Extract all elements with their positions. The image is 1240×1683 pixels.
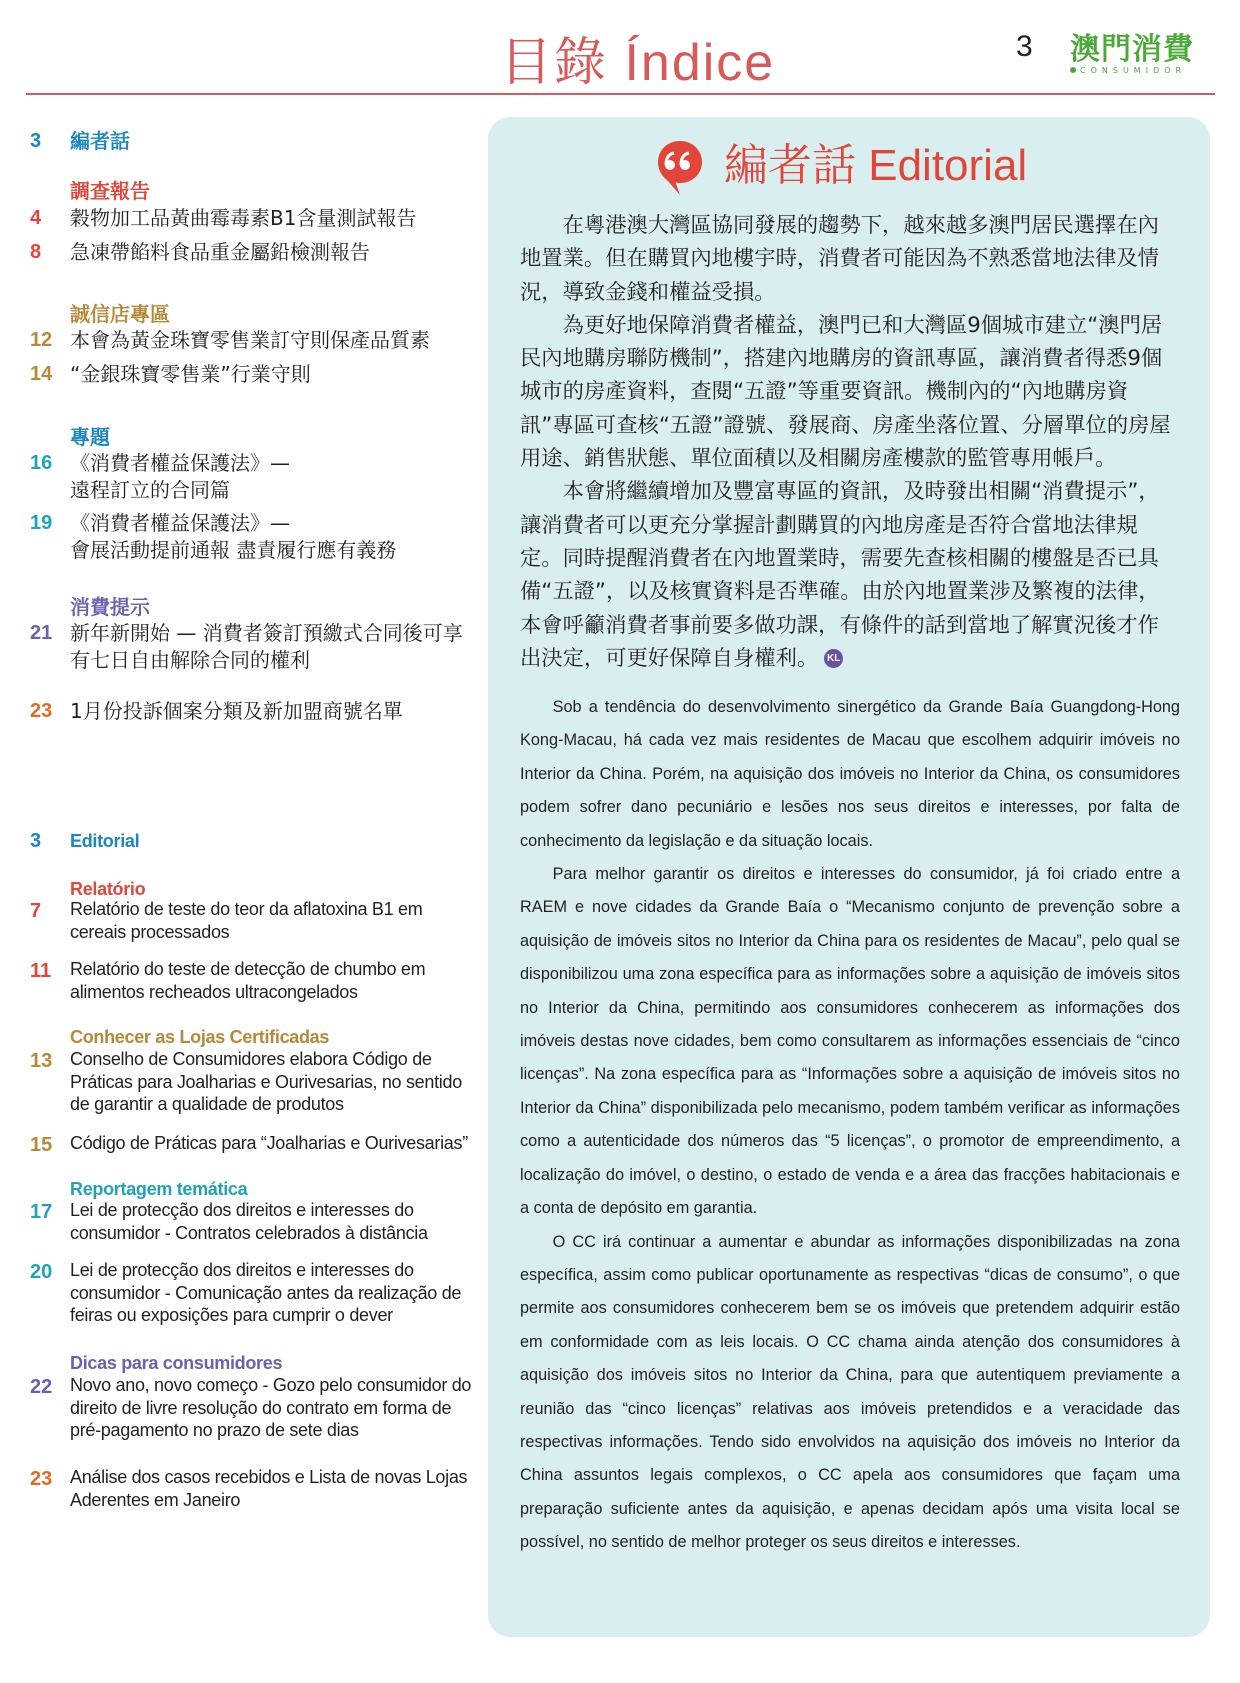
toc-category: Reportagem temática (70, 1179, 248, 1199)
toc-item-title: 穀物加工品黃曲霉毒素B1含量測試報告 (70, 206, 417, 230)
toc-category: Relatório (70, 879, 146, 899)
toc-item-title: Código de Práticas para “Joalharias e Ourivesarias” (70, 1133, 468, 1153)
toc-title-line: 遠程訂立的合同篇 (70, 478, 230, 502)
toc-category: Conhecer as Lojas Certificadas (70, 1027, 330, 1047)
toc-page-number: 13 (30, 1050, 53, 1072)
signature-badge: KL (824, 649, 843, 668)
toc-category: 調查報告 (70, 179, 150, 203)
toc-page-number: 7 (30, 900, 42, 922)
paragraph: Sob a tendência do desenvolvimento sinergético da Grande Baía Guangdong-Hong Kong-Macau, há cada vez mais residentes de Macau que escolhem adquirir imóveis no Interior da China. Porém, na aquisição dos imóveis no Interior da China, os consumidores podem sofrer dano pecuniário e lesões nos seus direitos e interesses, por falta de conhecimento da legislação e da situação locais. (520, 698, 1180, 850)
logo-text: 澳門消費 (1070, 32, 1194, 67)
toc-title-line: 《消費者權益保護法》— (70, 511, 290, 535)
logo-subtext: CONSUMIDOR (1080, 66, 1187, 75)
toc-title-line: pré-pagamento no prazo de sete dias (70, 1420, 359, 1440)
toc-title-line: 新年新開始 — 消費者簽訂預繳式合同後可享 (70, 621, 463, 645)
toc-item-title (70, 898, 502, 943)
toc-title-line: Novo ano, novo começo - Gozo pelo consumidor do (70, 1375, 472, 1395)
toc-page-number: 14 (30, 363, 53, 385)
toc-item-title (70, 1199, 502, 1244)
toc-item-title (70, 510, 502, 564)
toc-item-title: 本會為黃金珠寶零售業訂守則保產品質素 (70, 328, 430, 352)
toc-title-line: de garantir a qualidade de produtos (70, 1094, 344, 1114)
paragraph (520, 309, 1180, 475)
toc-item-title: “金銀珠寶零售業”行業守則 (70, 362, 311, 386)
toc-category: 專題 (70, 425, 110, 449)
paragraph: Para melhor garantir os direitos e interesses do consumidor, já foi criado entre a RAEM e nove cidades da Grande Baía o “Mecanismo conjunto de prevenção sobre a aquisição de imóveis sitos no Interior da China para os residentes de Macau”, pelo qual se disponibilizou uma zona específica para as informações sobre a aquisição de imóveis sitos no Interior da China, permitindo aos consumidores conhecerem as informações dos imóveis destas nove cidades, bem como consultarem as informações essenciais de “cinco licenças”. Na zona específica para as “Informações sobre a aquisição de imóveis sitos no Interior da China” disponibilizada pelo mecanismo, podem também verificar as informações como a autenticidade dos números das “5 licenças”, o promotor de empreendimento, a localização do imóvel, o destino, o estado de venda e a área das fracções habitacionais e a conta de depósito em garantia. (520, 865, 1180, 1218)
toc-title-line: Relatório do teste de detecção de chumbo em (70, 959, 426, 979)
header-divider (26, 93, 1215, 95)
toc-page-number: 3 (30, 130, 42, 152)
toc-page-number: 19 (30, 512, 53, 534)
toc-title-line: consumidor - Comunicação antes da realização de (70, 1282, 462, 1303)
paragraph-text: 本會將繼續增加及豐富專區的資訊，及時發出相關“消費提示”，讓消費者可以更充分掌握計劃購買的內地房產是否符合當地法律規定。同時提醒消費者在內地置業時，需要先查核相關的樓盤是否已具備“五證”，以及核實資料是否準確。由於內地置業涉及繁複的法律，本會呼籲消費者事前要多做功課，有條件的話到當地了解實況後才作出決定，可更好保障自身權利。 (520, 479, 1160, 671)
toc-title-line: cereais processados (70, 921, 230, 942)
toc-title-line: Aderentes em Janeiro (70, 1489, 241, 1510)
toc-category: 消費提示 (70, 595, 150, 619)
toc-title-line: 《消費者權益保護法》— (70, 451, 290, 475)
toc-category: 誠信店專區 (70, 302, 170, 326)
page-title: 目錄 Índice (500, 34, 776, 92)
toc-page-number: 20 (30, 1261, 53, 1283)
toc-page-number: 22 (30, 1376, 53, 1398)
toc-item-title (70, 1259, 502, 1327)
toc-item-title (70, 450, 502, 504)
toc-item-title (70, 620, 502, 674)
toc-page-number: 11 (30, 960, 52, 982)
toc-page-number: 8 (30, 241, 42, 263)
toc-title-line: Lei de protecção dos direitos e interesses do (70, 1260, 414, 1280)
toc-item-title: 編者話 (70, 129, 130, 153)
toc-title-line: 有七日自由解除合同的權利 (70, 648, 310, 672)
toc-title-line: alimentos recheados ultracongelados (70, 981, 358, 1002)
toc-title-line: Práticas para Joalharias e Ourivesarias, no sentido (70, 1071, 462, 1092)
toc-page-number: 4 (30, 207, 42, 229)
toc-title-line: Análise dos casos recebidos e Lista de novas Lojas (70, 1467, 468, 1487)
editorial-portuguese-text (520, 691, 1180, 1560)
editorial-chinese-text (520, 209, 1180, 675)
editorial-heading: 編者話 Editorial (724, 141, 1028, 190)
paragraph: O CC irá continuar a aumentar e abundar as informações disponibilizadas na zona específica, assim como publicar oportunamente as respectivas “dicas de consumo”, o que permite aos consumidores conhecerem bem se os imóveis que pretendem adquirir estão em conformidade com as leis locais. O CC chama ainda atenção dos consumidores à aquisição dos imóveis sitos no Interior da China, para que autentiquem previamente a reunião das “cinco licenças” relativas aos imóveis pretendidos e a veracidade das respectivas informações. Tendo sido envolvidos na aquisição dos imóveis no Interior da China assuntos legais complexos, o CC apela aos consumidores que façam uma preparação suficiente antes da aquisição, e apenas decidam após uma visita local se possível, no sentido de melhor proteger os seus direitos e interesses. (520, 1232, 1180, 1552)
toc-title-line: Relatório de teste do teor da aflatoxina B1 em (70, 899, 423, 919)
toc-page-number: 23 (30, 700, 53, 722)
editorial-panel (488, 117, 1210, 1637)
paragraph-text: 為更好地保障消費者權益，澳門已和大灣區9個城市建立“澳門居民內地購房聯防機制”，搭建內地購房的資訊專區，讓消費者得悉9個城市的房產資料，查閱“五證”等重要資訊。機制內的“內地購房資訊”專區可查核“五證”證號、發展商、房產坐落位置、分層單位的房屋用途、銷售狀態、單位面積以及相關房產樓款的監管專用帳戶。 (520, 312, 1171, 472)
toc-item-title: Editorial (70, 831, 140, 851)
toc-page-number: 15 (30, 1134, 53, 1156)
speech-bubble-icon (656, 139, 704, 197)
toc-title-line: consumidor - Contratos celebrados à distância (70, 1222, 428, 1243)
toc-item-title: 1月份投訴個案分類及新加盟商號名單 (70, 699, 403, 723)
toc-page-number: 21 (30, 622, 53, 644)
toc-item-title (70, 1466, 502, 1511)
toc-item-title: 急凍帶餡料食品重金屬鉛檢測報告 (70, 240, 370, 264)
toc-item-title (70, 1374, 502, 1442)
page-number: 3 (1016, 30, 1033, 63)
toc-title-line: direito de livre resolução do contrato em forma de (70, 1397, 452, 1418)
toc-title-line: Lei de protecção dos direitos e interesses do (70, 1200, 414, 1220)
magazine-logo (1070, 34, 1200, 78)
toc-page-number: 23 (30, 1468, 53, 1490)
paragraph: 在粵港澳大灣區協同發展的趨勢下，越來越多澳門居民選擇在內地置業。但在購買內地樓宇時，消費者可能因為不熟悉當地法律及情況，導致金錢和權益受損。 (520, 213, 1159, 305)
paragraph (520, 475, 1180, 675)
toc-page-number: 17 (30, 1201, 53, 1223)
toc-category: Dicas para consumidores (70, 1353, 283, 1373)
toc-title-line: 會展活動提前通報 盡責履行應有義務 (70, 538, 397, 562)
toc-item-title (70, 958, 502, 1003)
logo-dot-icon (1070, 67, 1076, 73)
toc-item-title (70, 1048, 502, 1116)
toc-title-line: Conselho de Consumidores elabora Código de (70, 1049, 432, 1069)
toc-page-number: 16 (30, 452, 53, 474)
toc-title-line: feiras ou exposições para cumprir o dever (70, 1305, 393, 1325)
toc-page-number: 12 (30, 329, 53, 351)
toc-page-number: 3 (30, 830, 42, 852)
